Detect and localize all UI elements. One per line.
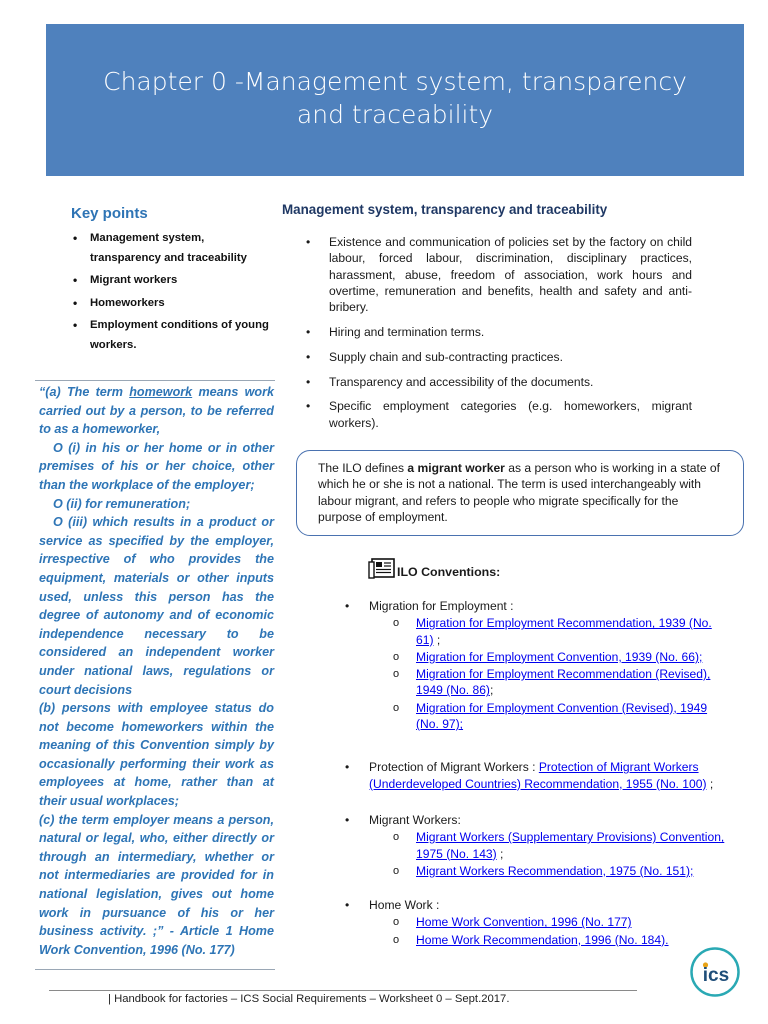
convention-link[interactable]: Migration for Employment Convention, 1939 (No. 66); bbox=[416, 649, 703, 664]
section-bullet-item: • Specific employment categories (e.g. homeworkers, migrant workers). bbox=[306, 398, 692, 431]
chapter-title-line2: and traceability bbox=[296, 100, 494, 129]
convention-item: o Migrant Workers (Supplementary Provisions) Convention, 1975 (No. 143) ; bbox=[369, 829, 725, 862]
conventions-heading-label: ILO Conventions: bbox=[397, 565, 501, 579]
document-icon bbox=[368, 558, 396, 580]
homework-definition-quote bbox=[35, 380, 275, 970]
key-point-item: • Employment conditions of young workers. bbox=[71, 316, 271, 355]
section-bullet-item: • Supply chain and sub-contracting practices. bbox=[306, 349, 692, 365]
homework-term: homework bbox=[129, 385, 193, 399]
migrant-worker-term: a migrant worker bbox=[407, 461, 505, 475]
convention-group-label: • Migration for Employment : bbox=[369, 599, 514, 613]
quote-paragraph-c: (c) the term employer means a person, natural or legal, who, either directly or through an intermediary, whether or not intermediaries are provided for in national legislation, gives out home work in pursuance of his or her business activity. ;” - Article 1 Home Work Convention, 1996 (No. 177) bbox=[39, 812, 274, 957]
quote-paragraph-iii: O (iii) which results in a product or service as specified by the employer, irrespective of who provides the equipment, materials or other inputs used, unless this person has the degree of autonomy and of economic independence necessary to be considered an independent worker under national laws, regulations or court decisions bbox=[39, 515, 274, 697]
convention-link[interactable]: Home Work Convention, 1996 (No. 177) bbox=[416, 915, 632, 930]
section-bullet-list bbox=[306, 234, 692, 439]
page-footer: | Handbook for factories – ICS Social Requirements – Worksheet 0 – Sept.2017. bbox=[108, 993, 510, 1005]
convention-item bbox=[369, 700, 725, 733]
quote-paragraph-i: O (i) in his or her home or in other premises of his or her choice, other than the workplace of the employer; bbox=[39, 440, 274, 492]
section-bullet-item: • Existence and communication of policies set by the factory on child labour, forced labour, discrimination, disciplinary practices, harassment, abuse, freedom of association, work hours and overtime, remuneration and benefits, health and safety and anti-bribery. bbox=[306, 234, 692, 315]
convention-item: o Migration for Employment Recommendation, 1939 (No. 61) ; bbox=[369, 615, 725, 648]
key-points-list bbox=[71, 229, 271, 358]
convention-group-protection: • Protection of Migrant Workers : Protection of Migrant Workers (Underdeveloped Countries) Recommendation, 1955 (No. 100) ; bbox=[345, 759, 725, 792]
section-bullet-item: • Hiring and termination terms. bbox=[306, 324, 692, 340]
convention-group-migrant-workers bbox=[345, 812, 725, 879]
convention-link[interactable]: Protection of Migrant Workers (Underdeveloped Countries) Recommendation, 1955 (No. 100) bbox=[369, 760, 707, 791]
ilo-conventions-heading bbox=[368, 558, 500, 580]
quote-paragraph-ii: O (ii) for remuneration; bbox=[53, 496, 191, 511]
convention-item: o Migration for Employment Recommendation (Revised), 1949 (No. 86); bbox=[369, 666, 725, 699]
convention-link[interactable]: Migration for Employment Recommendation, 1939 (No. 61) bbox=[416, 616, 712, 647]
key-point-item: • Migrant workers bbox=[71, 271, 271, 291]
quote-paragraph-b: (b) persons with employee status do not become homeworkers within the meaning of this Convention simply by occasionally performing their work as employees at home, rather than at their usual workplaces; bbox=[39, 701, 274, 809]
section-title: Management system, transparency and traceability bbox=[282, 202, 608, 217]
logo-text: ics bbox=[702, 965, 730, 986]
key-points-title: Key points bbox=[71, 205, 148, 222]
convention-item bbox=[369, 914, 725, 930]
key-point-item: • Homeworkers bbox=[71, 294, 271, 314]
convention-item bbox=[369, 649, 725, 665]
convention-link[interactable]: Migrant Workers Recommendation, 1975 (No. 151); bbox=[416, 863, 694, 878]
convention-link[interactable]: Migrant Workers (Supplementary Provisions) Convention, 1975 (No. 143) bbox=[416, 830, 725, 861]
migrant-worker-definition-box: The ILO defines a migrant worker as a person who is working in a state of which he or she is not a national. The term is used interchangeably with labour migrant, and refers to people who migrate specifically for the purpose of employment. bbox=[296, 450, 744, 536]
conventions-list bbox=[345, 598, 725, 949]
chapter-header bbox=[46, 24, 744, 176]
key-point-item: • Management system, transparency and traceability bbox=[71, 229, 271, 268]
convention-link[interactable]: Home Work Recommendation, 1996 (No. 184). bbox=[416, 932, 669, 947]
convention-group-label: • Migrant Workers: bbox=[369, 812, 461, 827]
convention-item bbox=[369, 863, 725, 879]
convention-group-label: • Home Work : bbox=[369, 898, 440, 913]
convention-group-label: Protection of Migrant Workers : bbox=[369, 760, 539, 775]
footer-text: Handbook for factories – ICS Social Requirements – Worksheet 0 – Sept.2017. bbox=[114, 993, 510, 1005]
chapter-title-line1: Chapter 0 -Management system, transparency bbox=[103, 67, 687, 96]
convention-item bbox=[369, 932, 725, 948]
quote-paragraph-a: “(a) The term homework means work carried out by a person, to be referred to as a homeworker, bbox=[39, 385, 275, 437]
section-bullet-item: • Transparency and accessibility of the documents. bbox=[306, 374, 692, 390]
convention-group-home-work bbox=[345, 897, 725, 948]
footer-divider bbox=[49, 990, 637, 991]
ics-logo bbox=[689, 946, 741, 998]
convention-group-migration bbox=[345, 598, 725, 732]
convention-link[interactable]: Migration for Employment Recommendation (Revised), 1949 (No. 86) bbox=[416, 667, 711, 698]
convention-link[interactable]: Migration for Employment Convention (Revised), 1949 (No. 97); bbox=[416, 700, 708, 732]
